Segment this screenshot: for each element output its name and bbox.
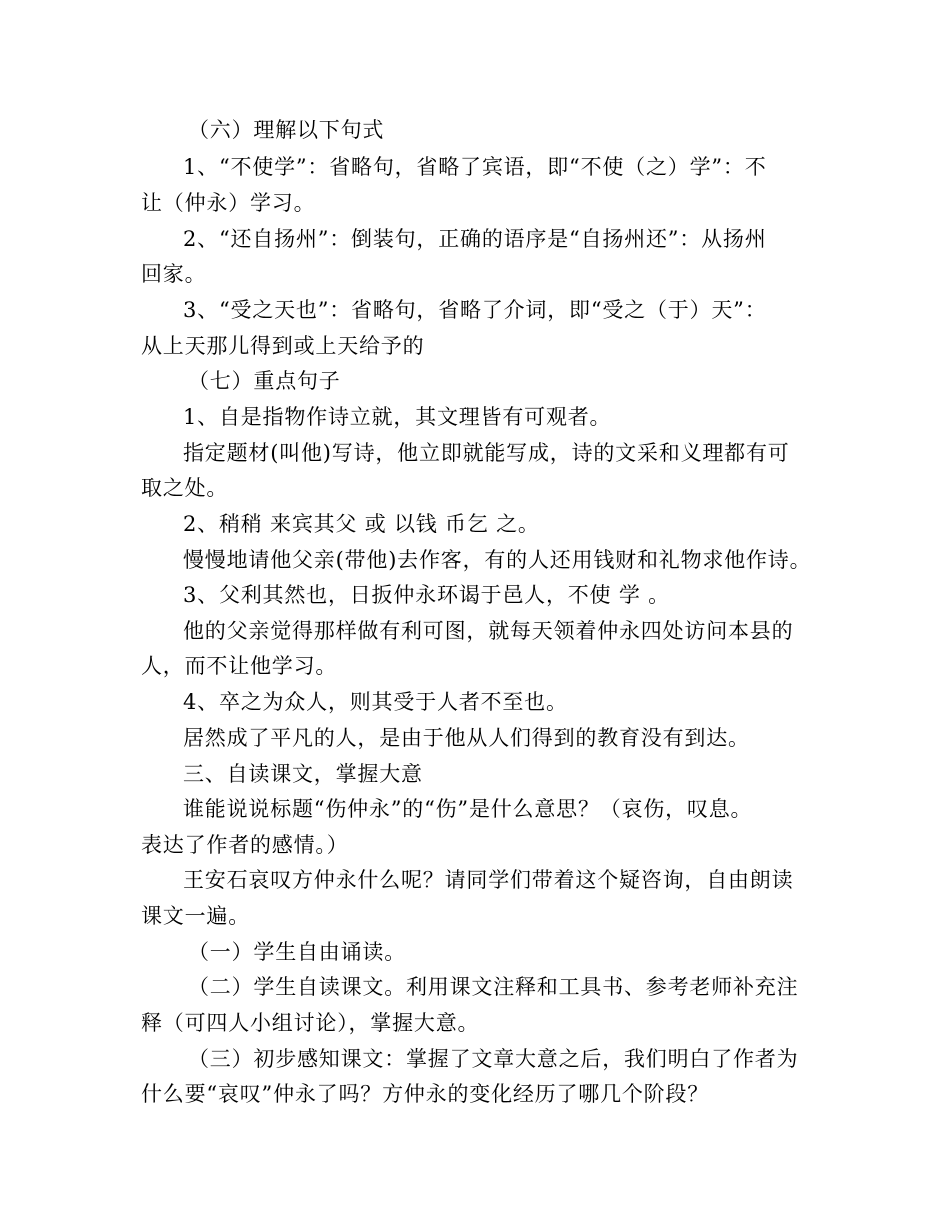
text-line: 慢慢地请他父亲(带他)去作客，有的人还用钱财和礼物求他作诗。: [183, 548, 812, 572]
text-line: 指定题材(叫他)写诗，他立即就能写成，诗的文采和义理都有可: [183, 441, 790, 465]
text-line: 1、自是指物作诗立就，其文理皆有可观者。: [183, 405, 612, 429]
text-line: 课文一遍。: [141, 904, 250, 928]
text-line: 什么要“哀叹”仲永了吗？方仲永的变化经历了哪几个阶段？: [141, 1082, 710, 1106]
text-line: 人，而不让他学习。: [141, 654, 338, 678]
text-line: 2、稍稍 来宾其父 或 以钱 币乞 之。: [183, 512, 540, 536]
text-line: 王安石哀叹方仲永什么呢？请同学们带着这个疑咨询，自由朗读: [183, 868, 794, 892]
text-line: 取之处。: [141, 476, 229, 500]
text-line: 居然成了平凡的人，是由于他从人们得到的教育没有到达。: [183, 726, 750, 750]
text-line: 2、“还自扬州”：倒装句，正确的语序是“自扬州还”：从扬州: [183, 227, 767, 251]
text-line: （六）理解以下句式: [188, 118, 385, 142]
text-line: 回家。: [141, 262, 207, 286]
text-line: 谁能说说标题“伤仲永”的“伤”是什么意思？（哀伤，叹息。: [183, 797, 753, 821]
text-line: 4、卒之为众人，则其受于人者不至也。: [183, 690, 568, 714]
text-line: 3、“受之天也”：省略句，省略了介词，即“受之（于）天”：: [183, 298, 767, 322]
text-line: 从上天那儿得到或上天给予的: [141, 334, 425, 358]
text-line: （二）学生自读课文。利用课文注释和工具书、参考老师补充注: [188, 975, 799, 999]
text-line: 3、父利其然也，日扳仲永环谒于邑人，不使 学 。: [183, 583, 670, 607]
text-line: 1、“不使学”：省略句，省略了宾语，即“不使（之）学”：不: [183, 155, 767, 179]
text-line: 表达了作者的感情。）: [141, 833, 349, 857]
text-line: （一）学生自由诵读。: [188, 940, 406, 964]
text-line: （七）重点句子: [188, 369, 341, 393]
text-line: 释（可四人小组讨论），掌握大意。: [141, 1011, 480, 1035]
text-line: 让（仲永）学习。: [141, 191, 316, 215]
text-line: （三）初步感知课文：掌握了文章大意之后，我们明白了作者为: [188, 1047, 799, 1071]
text-line: 三、自读课文，掌握大意: [183, 762, 423, 786]
text-line: 他的父亲觉得那样做有利可图，就每天领着仲永四处访问本县的: [183, 619, 794, 643]
